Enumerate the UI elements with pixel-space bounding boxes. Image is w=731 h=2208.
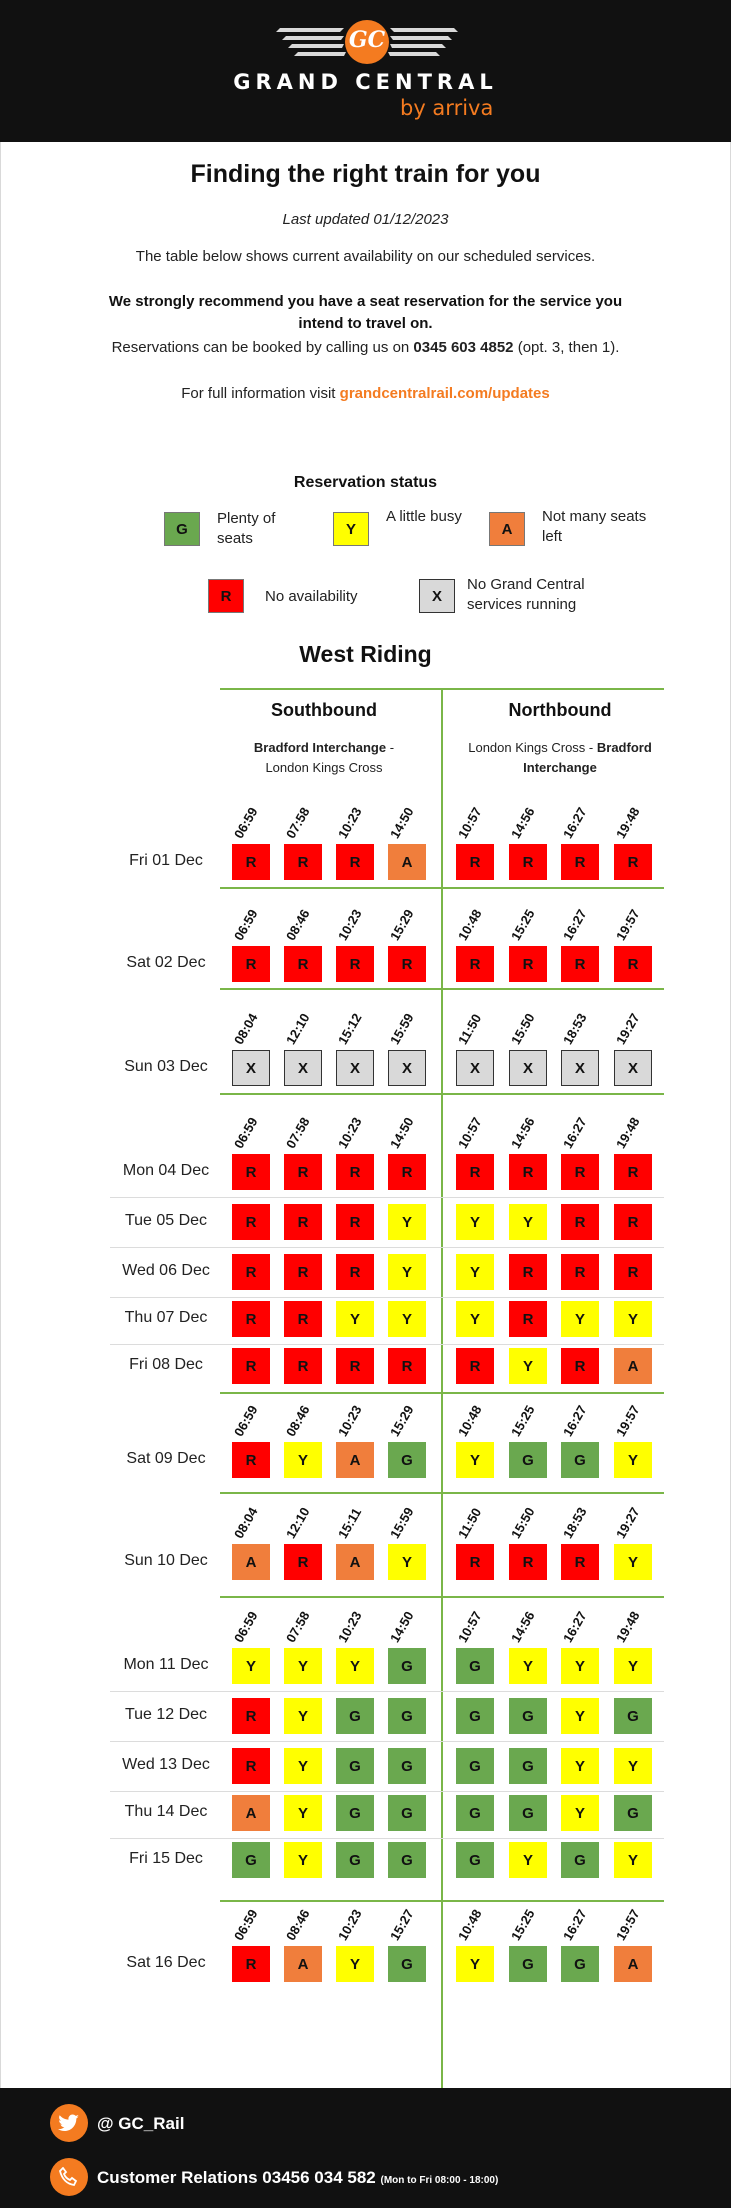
departure-time: 16:27 <box>560 1608 590 1645</box>
availability-cell[interactable]: R <box>232 1301 270 1337</box>
departure-time: 07:58 <box>283 804 313 841</box>
availability-cell[interactable]: Y <box>561 1698 599 1734</box>
availability-cell[interactable]: Y <box>614 1442 652 1478</box>
customer-relations-hours: (Mon to Fri 08:00 - 18:00) <box>380 2175 499 2186</box>
departure-time: 15:25 <box>508 906 538 943</box>
departure-time: 19:57 <box>613 1906 643 1943</box>
reservation-suffix: (opt. 3, then 1). <box>513 339 620 356</box>
availability-cell[interactable]: R <box>232 1698 270 1734</box>
availability-cell[interactable]: Y <box>561 1301 599 1337</box>
availability-cell[interactable]: Y <box>456 1204 494 1240</box>
departure-time: 14:50 <box>387 1608 417 1645</box>
availability-cell[interactable]: Y <box>509 1348 547 1384</box>
availability-cell[interactable]: R <box>232 1748 270 1784</box>
northbound-origin: London Kings Cross <box>468 740 586 755</box>
availability-cell[interactable]: R <box>456 844 494 880</box>
row-divider <box>110 1247 664 1248</box>
departure-time: 19:48 <box>613 1114 643 1151</box>
departure-time: 15:12 <box>335 1010 365 1047</box>
phone-icon[interactable] <box>50 2158 88 2196</box>
departure-time: 06:59 <box>231 1114 261 1151</box>
day-label: Mon 11 Dec <box>123 1656 209 1673</box>
departure-time: 19:57 <box>613 906 643 943</box>
availability-cell[interactable]: R <box>456 1348 494 1384</box>
day-label: Sun 10 Dec <box>124 1552 208 1569</box>
availability-cell[interactable]: Y <box>509 1842 547 1878</box>
availability-cell[interactable]: X <box>614 1050 652 1086</box>
southbound-heading: Southbound <box>271 700 377 720</box>
departure-time: 06:59 <box>231 1402 261 1439</box>
departure-time: 14:56 <box>508 804 538 841</box>
availability-cell[interactable]: G <box>561 1842 599 1878</box>
departure-time: 06:59 <box>231 1906 261 1943</box>
availability-cell[interactable]: G <box>456 1842 494 1878</box>
legend-box-a: A <box>489 512 525 546</box>
availability-cell[interactable]: Y <box>284 1698 322 1734</box>
availability-cell[interactable]: R <box>388 1154 426 1190</box>
availability-cell[interactable]: R <box>232 1348 270 1384</box>
legend-title: Reservation status <box>293 474 438 491</box>
availability-cell[interactable]: G <box>456 1698 494 1734</box>
availability-cell[interactable]: G <box>509 1795 547 1831</box>
departure-time: 19:48 <box>613 804 643 841</box>
day-label: Thu 14 Dec <box>124 1803 208 1820</box>
availability-cell[interactable]: R <box>614 1254 652 1290</box>
availability-cell[interactable]: R <box>232 844 270 880</box>
availability-cell[interactable]: R <box>509 1544 547 1580</box>
table-center-divider <box>441 688 443 2088</box>
departure-time: 19:57 <box>613 1402 643 1439</box>
group-divider <box>220 887 664 889</box>
availability-cell[interactable]: R <box>336 844 374 880</box>
departure-time: 11:50 <box>455 1505 485 1541</box>
group-divider <box>220 1596 664 1598</box>
departure-time: 10:48 <box>455 906 485 943</box>
availability-cell[interactable]: R <box>561 1204 599 1240</box>
reservation-phone[interactable]: 0345 603 4852 <box>413 339 514 356</box>
availability-cell[interactable]: R <box>284 1348 322 1384</box>
departure-time: 15:50 <box>508 1010 538 1047</box>
availability-cell[interactable]: Y <box>388 1544 426 1580</box>
row-divider <box>110 1297 664 1298</box>
availability-cell[interactable]: R <box>561 1154 599 1190</box>
departure-time: 08:04 <box>231 1504 261 1541</box>
departure-time: 12:10 <box>283 1010 313 1047</box>
availability-cell[interactable]: Y <box>388 1301 426 1337</box>
departure-time: 15:59 <box>387 1010 417 1047</box>
availability-cell[interactable]: Y <box>336 1301 374 1337</box>
availability-cell[interactable]: R <box>456 1544 494 1580</box>
legend-text-r: No availability <box>265 588 358 605</box>
availability-cell[interactable]: R <box>336 1348 374 1384</box>
availability-cell[interactable]: Y <box>336 1648 374 1684</box>
southbound-route: Bradford Interchange - London Kings Cross <box>253 740 395 775</box>
departure-time: 08:46 <box>283 1906 313 1943</box>
availability-cell[interactable]: R <box>561 1254 599 1290</box>
legend-box-r: R <box>208 579 244 613</box>
departure-time: 15:25 <box>508 1906 538 1943</box>
availability-cell[interactable]: Y <box>284 1842 322 1878</box>
availability-cell[interactable]: R <box>561 946 599 982</box>
legend-text-g: Plenty of seats <box>217 510 276 547</box>
site-header <box>0 0 731 142</box>
availability-cell[interactable]: R <box>509 1154 547 1190</box>
departure-time: 16:27 <box>560 1114 590 1151</box>
twitter-handle[interactable]: @ GC_Rail <box>97 2114 185 2133</box>
availability-cell[interactable]: R <box>614 1204 652 1240</box>
availability-cell[interactable]: Y <box>561 1795 599 1831</box>
day-label: Sat 09 Dec <box>126 1450 206 1467</box>
availability-cell[interactable]: G <box>388 1648 426 1684</box>
departure-time: 15:11 <box>335 1505 365 1541</box>
availability-cell[interactable]: Y <box>284 1748 322 1784</box>
departure-time: 18:53 <box>560 1010 590 1047</box>
page-title: Finding the right train for you <box>190 160 541 188</box>
availability-cell[interactable]: Y <box>388 1254 426 1290</box>
availability-cell[interactable]: R <box>232 1154 270 1190</box>
availability-cell[interactable]: G <box>614 1795 652 1831</box>
departure-time: 11:50 <box>455 1011 485 1047</box>
availability-cell[interactable]: Y <box>456 1301 494 1337</box>
departure-time: 07:58 <box>283 1114 313 1151</box>
availability-cell[interactable]: R <box>284 844 322 880</box>
availability-cell[interactable]: G <box>456 1795 494 1831</box>
info-prefix: For full information visit <box>181 385 340 402</box>
day-label: Thu 07 Dec <box>124 1309 208 1326</box>
availability-cell[interactable]: R <box>614 946 652 982</box>
availability-cell[interactable]: Y <box>388 1204 426 1240</box>
availability-cell[interactable]: A <box>284 1946 322 1982</box>
legend-box-g: G <box>164 512 200 546</box>
availability-cell[interactable]: R <box>284 1204 322 1240</box>
availability-cell[interactable]: G <box>336 1748 374 1784</box>
southbound-destination: London Kings Cross <box>265 760 383 775</box>
northbound-route: London Kings Cross - Bradford Interchange <box>468 740 652 775</box>
row-divider <box>110 1344 664 1345</box>
availability-cell[interactable]: G <box>388 1698 426 1734</box>
day-label: Wed 13 Dec <box>122 1756 210 1773</box>
departure-time: 06:59 <box>231 804 261 841</box>
region-title: West Riding <box>299 641 432 667</box>
availability-cell[interactable]: X <box>336 1050 374 1086</box>
availability-cell[interactable]: A <box>336 1442 374 1478</box>
availability-cell[interactable]: R <box>456 946 494 982</box>
availability-cell[interactable]: A <box>614 1946 652 1982</box>
availability-cell[interactable]: R <box>284 1301 322 1337</box>
availability-cell[interactable]: R <box>336 946 374 982</box>
availability-cell[interactable]: A <box>336 1544 374 1580</box>
availability-cell[interactable]: R <box>284 946 322 982</box>
availability-cell[interactable]: Y <box>614 1301 652 1337</box>
legend-text-x: No Grand Central services running <box>467 576 585 613</box>
availability-cell[interactable]: Y <box>336 1946 374 1982</box>
departure-time: 19:27 <box>613 1010 643 1047</box>
departure-time: 19:48 <box>613 1608 643 1645</box>
availability-cell[interactable]: R <box>336 1204 374 1240</box>
departure-time: 16:27 <box>560 804 590 841</box>
customer-relations-label: Customer Relations 03456 034 582 <box>97 2168 376 2187</box>
reservation-prefix: Reservations can be booked by calling us on <box>111 339 414 356</box>
group-divider <box>220 988 664 990</box>
availability-cell[interactable]: G <box>336 1842 374 1878</box>
availability-cell[interactable]: Y <box>509 1204 547 1240</box>
day-label: Fri 01 Dec <box>129 852 203 869</box>
availability-cell[interactable]: Y <box>284 1648 322 1684</box>
departure-time: 08:46 <box>283 906 313 943</box>
departure-time: 10:23 <box>335 1114 365 1151</box>
availability-cell[interactable]: R <box>561 1544 599 1580</box>
availability-cell[interactable]: G <box>614 1698 652 1734</box>
departure-time: 16:27 <box>560 1906 590 1943</box>
departure-time: 15:25 <box>508 1402 538 1439</box>
availability-cell[interactable]: R <box>336 1254 374 1290</box>
availability-cell[interactable]: R <box>232 946 270 982</box>
group-divider <box>220 1093 664 1095</box>
group-divider <box>220 1900 664 1902</box>
departure-time: 10:57 <box>455 1608 485 1645</box>
departure-time: 14:50 <box>387 1114 417 1151</box>
availability-cell[interactable]: X <box>456 1050 494 1086</box>
availability-cell[interactable]: R <box>561 1348 599 1384</box>
northbound-heading: Northbound <box>508 700 612 720</box>
northbound-destination: Bradford Interchange <box>523 740 652 775</box>
day-label: Wed 06 Dec <box>122 1262 210 1279</box>
departure-time: 16:27 <box>560 1402 590 1439</box>
southbound-origin: Bradford Interchange <box>253 740 387 755</box>
brand-name: GRAND CENTRAL <box>233 70 498 94</box>
departure-time: 19:27 <box>613 1504 643 1541</box>
availability-cell[interactable]: Y <box>456 1946 494 1982</box>
departure-time: 10:48 <box>455 1906 485 1943</box>
availability-cell[interactable]: Y <box>614 1544 652 1580</box>
availability-cell[interactable]: Y <box>614 1648 652 1684</box>
row-divider <box>110 1791 664 1792</box>
availability-cell[interactable]: R <box>509 946 547 982</box>
departure-time: 08:04 <box>231 1010 261 1047</box>
info-line <box>0 385 731 402</box>
availability-cell[interactable]: G <box>388 1946 426 1982</box>
availability-cell[interactable]: R <box>614 844 652 880</box>
row-divider <box>110 1197 664 1198</box>
departure-time: 07:58 <box>283 1608 313 1645</box>
departure-time: 06:59 <box>231 1608 261 1645</box>
day-label: Fri 15 Dec <box>129 1850 203 1867</box>
availability-cell[interactable]: X <box>284 1050 322 1086</box>
availability-cell[interactable]: Y <box>284 1442 322 1478</box>
availability-cell[interactable]: A <box>388 844 426 880</box>
availability-cell[interactable]: A <box>232 1544 270 1580</box>
intro-text: The table below shows current availability on our scheduled services. <box>135 248 596 265</box>
group-divider <box>220 1392 664 1394</box>
brand-sub: by arriva <box>400 96 494 120</box>
availability-cell[interactable]: R <box>614 1154 652 1190</box>
departure-time: 12:10 <box>283 1504 313 1541</box>
availability-cell[interactable]: G <box>509 1442 547 1478</box>
availability-cell[interactable]: Y <box>561 1648 599 1684</box>
last-updated: Last updated 01/12/2023 <box>282 211 449 228</box>
availability-cell[interactable]: R <box>509 1301 547 1337</box>
departure-time: 10:57 <box>455 1114 485 1151</box>
departure-time: 16:27 <box>560 906 590 943</box>
legend-box-y: Y <box>333 512 369 546</box>
availability-cell[interactable]: G <box>456 1648 494 1684</box>
availability-cell[interactable]: G <box>336 1795 374 1831</box>
departure-time: 15:29 <box>387 1402 417 1439</box>
logo-initials: GC <box>348 27 386 53</box>
availability-cell[interactable]: X <box>388 1050 426 1086</box>
departure-time: 10:23 <box>335 804 365 841</box>
availability-cell[interactable]: Y <box>509 1648 547 1684</box>
availability-cell[interactable]: G <box>388 1748 426 1784</box>
row-divider <box>110 1691 664 1692</box>
availability-cell[interactable]: R <box>509 844 547 880</box>
day-label: Tue 05 Dec <box>124 1212 208 1229</box>
departure-time: 15:59 <box>387 1504 417 1541</box>
availability-cell[interactable]: Y <box>614 1842 652 1878</box>
availability-cell[interactable]: R <box>388 946 426 982</box>
availability-cell[interactable]: R <box>232 1946 270 1982</box>
row-divider <box>110 1838 664 1839</box>
recommend-line-1: We strongly recommend you have a seat reservation for the service you <box>108 293 623 310</box>
availability-cell[interactable]: R <box>509 1254 547 1290</box>
availability-cell[interactable]: Y <box>614 1748 652 1784</box>
availability-cell[interactable]: G <box>388 1842 426 1878</box>
availability-cell[interactable]: R <box>388 1348 426 1384</box>
day-label: Mon 04 Dec <box>122 1162 210 1179</box>
row-divider <box>110 1741 664 1742</box>
availability-cell[interactable]: R <box>456 1154 494 1190</box>
availability-cell[interactable]: G <box>561 1442 599 1478</box>
availability-cell[interactable]: G <box>388 1795 426 1831</box>
departure-time: 15:27 <box>387 1906 417 1943</box>
departure-time: 14:56 <box>508 1114 538 1151</box>
twitter-bird-icon[interactable] <box>50 2104 88 2142</box>
availability-cell[interactable]: X <box>509 1050 547 1086</box>
departure-time: 06:59 <box>231 906 261 943</box>
departure-time: 10:23 <box>335 1608 365 1645</box>
availability-cell[interactable]: G <box>388 1442 426 1478</box>
availability-cell[interactable]: R <box>284 1254 322 1290</box>
departure-time: 14:50 <box>387 804 417 841</box>
availability-cell[interactable]: R <box>232 1204 270 1240</box>
availability-cell[interactable]: Y <box>284 1795 322 1831</box>
availability-cell[interactable]: X <box>232 1050 270 1086</box>
updates-link[interactable]: grandcentralrail.com/updates <box>339 385 550 402</box>
availability-cell[interactable]: G <box>509 1748 547 1784</box>
departure-time: 15:29 <box>387 906 417 943</box>
availability-cell[interactable]: G <box>336 1698 374 1734</box>
availability-cell[interactable]: R <box>232 1254 270 1290</box>
legend-text-y: A little busy <box>386 508 462 525</box>
day-label: Fri 08 Dec <box>129 1356 203 1373</box>
availability-cell[interactable]: Y <box>456 1254 494 1290</box>
departure-time: 15:50 <box>508 1504 538 1541</box>
departure-time: 10:48 <box>455 1402 485 1439</box>
departure-time: 10:23 <box>335 1906 365 1943</box>
reservation-line <box>0 339 731 356</box>
group-divider <box>220 1492 664 1494</box>
departure-time: 18:53 <box>560 1504 590 1541</box>
recommend-line-2: intend to travel on. <box>298 315 433 332</box>
availability-cell[interactable]: G <box>509 1698 547 1734</box>
availability-cell[interactable]: R <box>561 844 599 880</box>
departure-time: 10:23 <box>335 906 365 943</box>
availability-cell[interactable]: R <box>284 1154 322 1190</box>
availability-cell[interactable]: G <box>456 1748 494 1784</box>
customer-relations[interactable] <box>97 2168 498 2188</box>
availability-cell[interactable]: Y <box>456 1442 494 1478</box>
departure-time: 10:23 <box>335 1402 365 1439</box>
legend-box-x: X <box>419 579 455 613</box>
availability-cell[interactable]: G <box>509 1946 547 1982</box>
departure-time: 08:46 <box>283 1402 313 1439</box>
day-label: Sat 02 Dec <box>126 954 206 971</box>
availability-cell[interactable]: Y <box>561 1748 599 1784</box>
availability-cell[interactable]: R <box>336 1154 374 1190</box>
availability-cell[interactable]: G <box>232 1842 270 1878</box>
day-label: Sat 16 Dec <box>126 1954 206 1971</box>
availability-cell[interactable]: X <box>561 1050 599 1086</box>
site-footer <box>0 2088 731 2208</box>
day-label: Sun 03 Dec <box>124 1058 208 1075</box>
availability-cell[interactable]: A <box>232 1795 270 1831</box>
availability-cell[interactable]: R <box>232 1442 270 1478</box>
availability-cell[interactable]: A <box>614 1348 652 1384</box>
departure-time: 10:57 <box>455 804 485 841</box>
departure-time: 14:56 <box>508 1608 538 1645</box>
availability-cell[interactable]: R <box>284 1544 322 1580</box>
legend-text-a: Not many seats left <box>542 508 647 545</box>
day-label: Tue 12 Dec <box>124 1706 208 1723</box>
availability-cell[interactable]: Y <box>232 1648 270 1684</box>
availability-cell[interactable]: G <box>561 1946 599 1982</box>
